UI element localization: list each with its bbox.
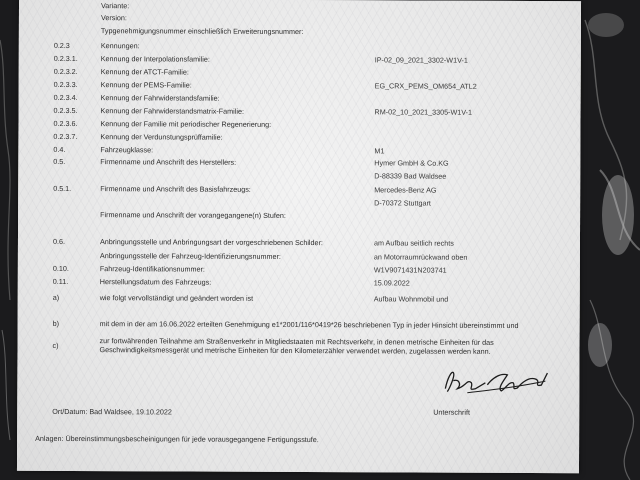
row-value: RM-02_10_2021_3305-W1V-1	[374, 107, 473, 117]
row-label: Fahrzeug-Identifikationsnummer:	[99, 264, 205, 274]
row-label: Version:	[100, 13, 127, 23]
row-number: 0.2.3.7.	[53, 131, 78, 142]
item-c-line2: Geschwindigkeitsmessgerät und metrische Einheiten für den Kilometerzähler verwendet werden, zugelassen werden kann.	[99, 345, 491, 356]
row-label: Firmenname und Anschrift des Basisfahrzeugs:	[100, 184, 251, 194]
signature-image	[437, 359, 552, 402]
row-value: IP-02_09_2021_3302-W1V-1	[374, 55, 468, 65]
row-label: Anbringungsstelle und Anbringungsart der vorgeschriebenen Schilder:	[99, 237, 323, 248]
item-c-number: c)	[52, 340, 59, 350]
row-label: Fahrzeugklasse:	[100, 145, 154, 155]
row-label: Anbringungsstelle der Fahrzeug-Identifizierungsnummer:	[99, 251, 281, 261]
row-value: EG_CRX_PEMS_OM654_ATL2	[374, 81, 477, 91]
row-number: 0.10.	[52, 263, 69, 273]
row-value: an Motorraumrückwand oben	[373, 252, 468, 262]
row-label: Kennung der Fahrwiderstandsmatrix-Familie:	[100, 106, 244, 116]
row-number: 0.5.	[53, 156, 66, 166]
row-label: Kennung der PEMS-Familie:	[100, 80, 192, 90]
row-number: 0.5.1.	[53, 183, 72, 194]
row-number: 0.6.	[52, 236, 65, 246]
row-number: 0.2.3.1.	[53, 53, 78, 64]
row-value: 15.09.2022	[373, 278, 410, 288]
field-list	[19, 0, 581, 304]
row-number: 0.2.3	[53, 40, 70, 50]
row-value: D-70372 Stuttgart	[374, 198, 431, 208]
row-label: Typgenehmigungsnummer einschließlich Erweiterungsnummer:	[100, 26, 304, 37]
signature-caption: Unterschrift	[433, 407, 471, 417]
row-number: 0.2.3.2.	[53, 66, 78, 77]
row-number: 0.11.	[52, 276, 69, 286]
row-label: Kennung der Verdunstungsprüffamilie:	[100, 132, 223, 142]
row-label: wie folgt vervollständigt und geändert worden ist	[99, 293, 254, 303]
row-value: M1	[374, 146, 385, 156]
row-label: Firmenname und Anschrift der vorangegangene(n) Stufen:	[100, 210, 286, 220]
row-number: 0.2.3.5.	[53, 105, 78, 116]
row-value: Aufbau Wohnmobil und	[373, 294, 449, 304]
row-label: Kennung der ATCT-Familie:	[100, 67, 189, 77]
row-label: Herstellungsdatum des Fahrzeugs:	[99, 277, 212, 287]
row-label: Kennungen:	[100, 41, 140, 51]
row-label: Firmenname und Anschrift des Herstellers:	[100, 157, 237, 167]
item-b-number: b)	[52, 318, 60, 328]
attachments-note: Anlagen: Übereinstimmungsbescheinigungen für jede vorausgegangene Fertigungsstufe.	[35, 433, 319, 445]
row-value: am Aufbau seitlich rechts	[373, 238, 454, 248]
row-value: W1V9071431N203741	[373, 265, 447, 275]
row-label: Kennung der Interpolationsfamilie:	[100, 54, 210, 64]
row-label: Variante:	[100, 1, 130, 11]
row-value: D-88339 Bad Waldsee	[374, 171, 447, 181]
item-b-text: mit dem in der am 16.06.2022 erteilten Genehmigung e1*2001/116*0419*26 beschriebenen Typ in jeder Hinsicht übereinstimmt und	[99, 319, 519, 330]
row-value: Hymer GmbH & Co.KG	[374, 158, 449, 168]
row-number: 0.2.3.6.	[53, 118, 78, 129]
row-number: a)	[52, 292, 60, 302]
item-c-line1: zur fortwährenden Teilnahme am Straßenverkehr in Mitgliedstaaten mit Rechtsverkehr, in denen metrische Einheiten für das	[99, 336, 494, 347]
row-value: Mercedes-Benz AG	[374, 185, 437, 195]
place-date: Ort/Datum: Bad Waldsee, 19.10.2022	[52, 406, 172, 417]
certificate-document	[17, 0, 581, 473]
row-label: Kennung der Familie mit periodischer Regenerierung:	[100, 119, 272, 129]
row-number: 0.2.3.4.	[53, 92, 78, 103]
row-number: 0.4.	[53, 144, 66, 154]
row-label: Kennung der Fahrwiderstandsfamilie:	[100, 93, 220, 103]
row-number: 0.2.3.3.	[53, 79, 78, 90]
